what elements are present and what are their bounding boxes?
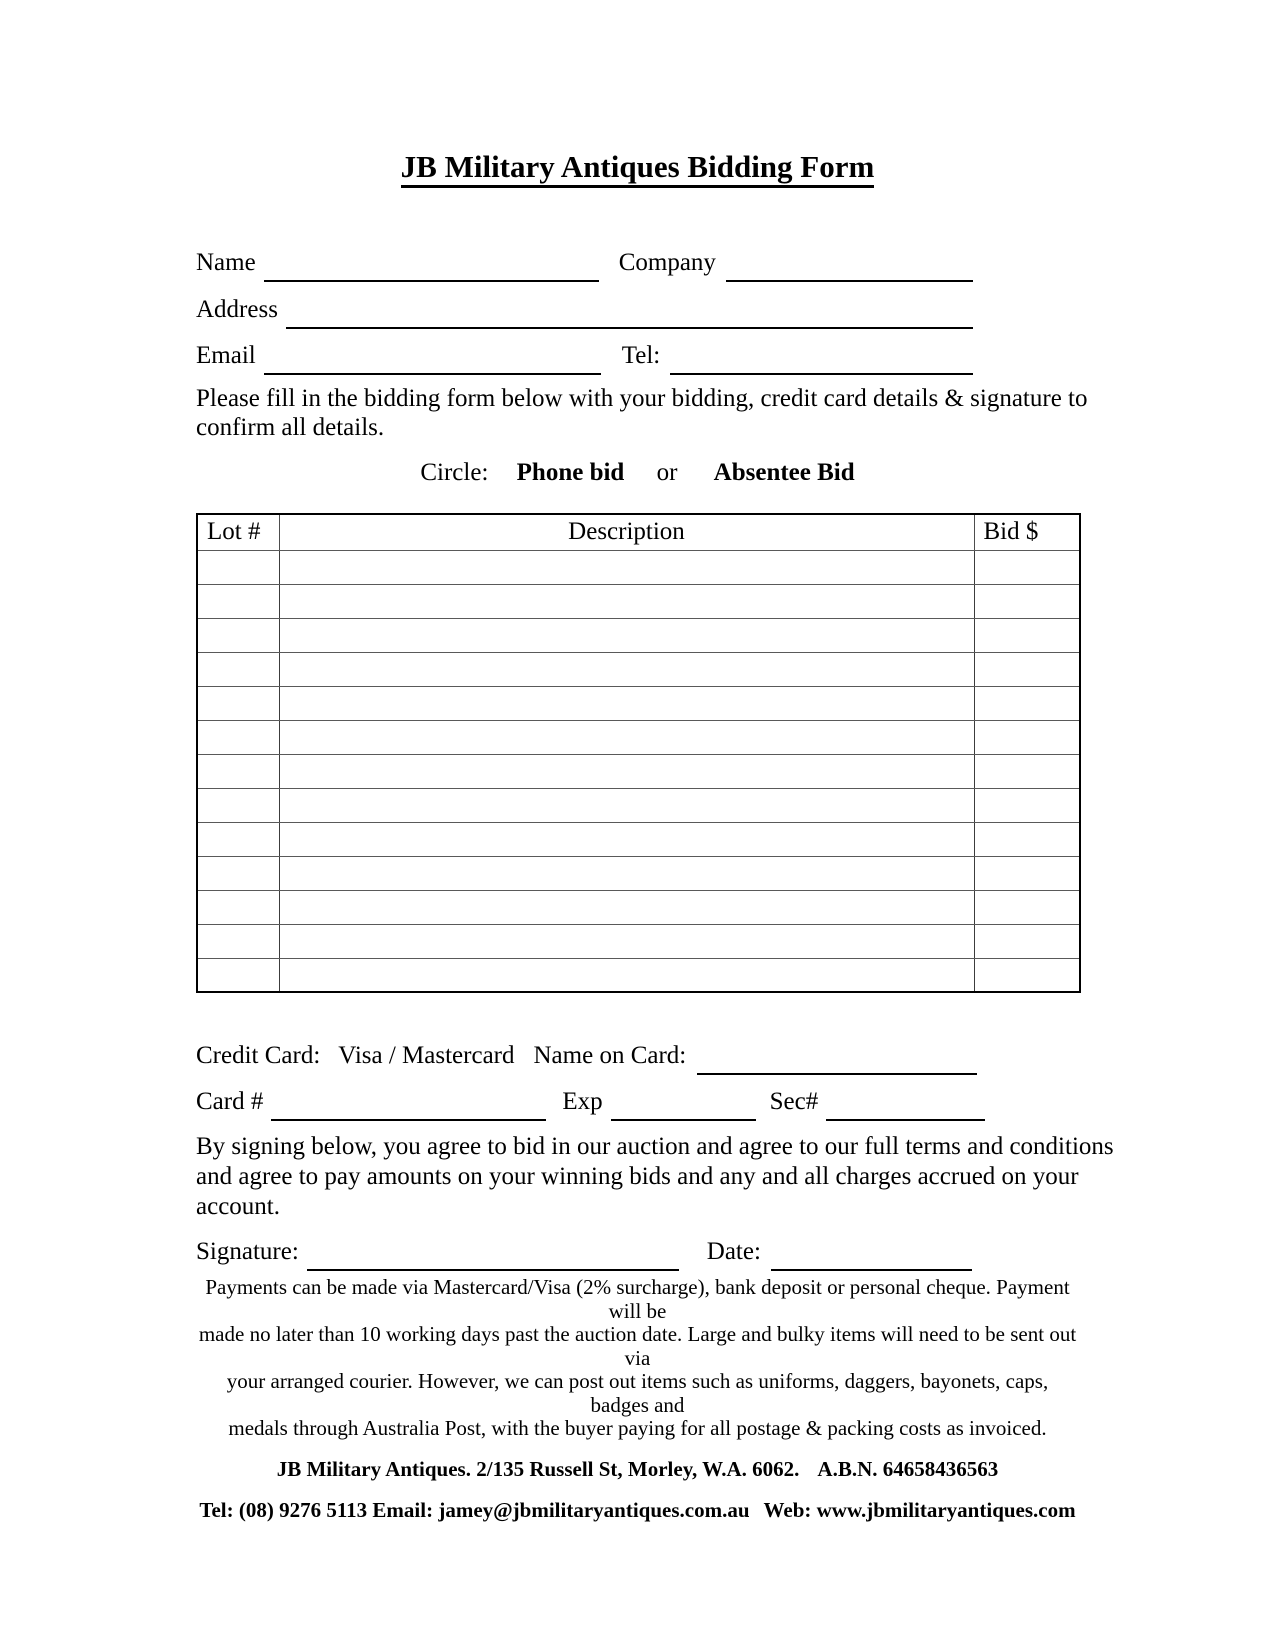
- bid-table-header: [197, 514, 1080, 550]
- bid-table-cell-lot-number[interactable]: [197, 686, 279, 720]
- bid-table-header-row: [197, 514, 1080, 550]
- credit-card-label: Credit Card:: [196, 1042, 321, 1069]
- footer-address-text: JB Military Antiques. 2/135 Russell St, Morley, W.A. 6062.: [276, 1456, 800, 1481]
- email-blank-field[interactable]: [264, 351, 601, 375]
- bid-table-cell-description[interactable]: [279, 584, 974, 618]
- bid-table-empty-row: [197, 686, 1080, 720]
- bid-table-cell-bid-amount[interactable]: [974, 856, 1080, 890]
- page-content: [0, 148, 1275, 1522]
- name-blank-field[interactable]: [264, 258, 599, 282]
- payment-terms-line-3: your arranged courier. However, we can post out items such as uniforms, daggers, bayonets, caps, badges and: [226, 1369, 1049, 1417]
- page-title: [196, 148, 1079, 186]
- description-header: Description: [279, 514, 974, 550]
- agreement-line-2: and agree to pay amounts on your winning bids and any and all charges accrued on your: [196, 1163, 1079, 1190]
- email-tel-row: [196, 341, 973, 371]
- bid-table-cell-bid-amount[interactable]: [974, 924, 1080, 958]
- bid-table-cell-lot-number[interactable]: [197, 754, 279, 788]
- bid-table-cell-bid-amount[interactable]: [974, 550, 1080, 584]
- bid-table-cell-lot-number[interactable]: [197, 958, 279, 992]
- payment-terms-paragraph: [196, 1276, 1079, 1441]
- tel-label: Tel:: [621, 342, 661, 369]
- bid-table-cell-description[interactable]: [279, 754, 974, 788]
- bid-table-cell-lot-number[interactable]: [197, 822, 279, 856]
- payment-terms-line-2: made no later than 10 working days past the auction date. Large and bulky items will need to be sent out via: [198, 1322, 1077, 1370]
- bid-table-cell-description[interactable]: [279, 856, 974, 890]
- bid-table-cell-bid-amount[interactable]: [974, 788, 1080, 822]
- bid-table-cell-description[interactable]: [279, 890, 974, 924]
- company-label: Company: [618, 249, 716, 276]
- footer-tel-email-text: Tel: (08) 9276 5113 Email: jamey@jbmilitaryantiques.com.au: [199, 1497, 750, 1522]
- date-blank-field[interactable]: [771, 1247, 972, 1271]
- bid-table-cell-lot-number[interactable]: [197, 550, 279, 584]
- footer-address-line: [196, 1458, 1079, 1481]
- expiry-blank-field[interactable]: [611, 1097, 756, 1121]
- bid-table-cell-bid-amount[interactable]: [974, 890, 1080, 924]
- circle-prompt-line: [196, 458, 1079, 488]
- bid-table-empty-row: [197, 890, 1080, 924]
- agreement-paragraph: [196, 1132, 1114, 1222]
- security-code-blank-field[interactable]: [826, 1097, 985, 1121]
- agreement-line-3: account.: [196, 1193, 280, 1220]
- bid-table-cell-description[interactable]: [279, 652, 974, 686]
- bid-table-body: [197, 550, 1080, 992]
- payment-terms-line-1: Payments can be made via Mastercard/Visa (2% surcharge), bank deposit or personal cheque. Payment will be: [205, 1275, 1070, 1323]
- bid-table-cell-description[interactable]: [279, 618, 974, 652]
- or-word: or: [656, 459, 678, 486]
- intro-paragraph: [196, 384, 1088, 442]
- bid-table-empty-row: [197, 958, 1080, 992]
- bid-table-empty-row: [197, 822, 1080, 856]
- card-number-blank-field[interactable]: [271, 1097, 546, 1121]
- bid-table-cell-bid-amount[interactable]: [974, 720, 1080, 754]
- signature-date-row: [196, 1237, 972, 1267]
- tel-blank-field[interactable]: [670, 351, 973, 375]
- bid-table-cell-bid-amount[interactable]: [974, 618, 1080, 652]
- bid-table-empty-row: [197, 720, 1080, 754]
- company-blank-field[interactable]: [726, 258, 973, 282]
- bid-table-empty-row: [197, 550, 1080, 584]
- bid-table-cell-description[interactable]: [279, 686, 974, 720]
- footer-contact-line: [196, 1499, 1079, 1522]
- bid-table-cell-description[interactable]: [279, 924, 974, 958]
- bid-table-cell-description[interactable]: [279, 788, 974, 822]
- page-title-text: JB Military Antiques Bidding Form: [401, 149, 875, 188]
- phone-bid-option[interactable]: Phone bid: [516, 459, 625, 486]
- name-on-card-blank-field[interactable]: [697, 1051, 977, 1075]
- bid-table-empty-row: [197, 924, 1080, 958]
- name-on-card-label: Name on Card:: [533, 1042, 687, 1069]
- bid-table-empty-row: [197, 856, 1080, 890]
- payment-terms-line-4: medals through Australia Post, with the buyer paying for all postage & packing costs as invoiced.: [228, 1416, 1047, 1440]
- bid-table-cell-lot-number[interactable]: [197, 856, 279, 890]
- agreement-line-1: By signing below, you agree to bid in our auction and agree to our full terms and conditions: [196, 1133, 1114, 1160]
- signature-label: Signature:: [196, 1238, 299, 1265]
- card-number-label: Card #: [196, 1088, 264, 1115]
- lot-number-header: Lot #: [197, 514, 279, 550]
- bid-table-cell-bid-amount[interactable]: [974, 958, 1080, 992]
- email-label: Email: [196, 342, 256, 369]
- bid-table-cell-description[interactable]: [279, 958, 974, 992]
- bid-table-cell-lot-number[interactable]: [197, 652, 279, 686]
- footer-abn-text: A.B.N. 64658436563: [817, 1456, 999, 1481]
- card-types-label[interactable]: Visa / Mastercard: [338, 1042, 515, 1069]
- address-row: [196, 295, 973, 325]
- bid-table-cell-bid-amount[interactable]: [974, 584, 1080, 618]
- name-label: Name: [196, 249, 256, 276]
- intro-line-2: confirm all details.: [196, 414, 385, 441]
- bid-table-empty-row: [197, 788, 1080, 822]
- expiry-label: Exp: [562, 1088, 603, 1115]
- bid-table: [196, 513, 1081, 993]
- bid-table-cell-lot-number[interactable]: [197, 618, 279, 652]
- bid-table-cell-bid-amount[interactable]: [974, 822, 1080, 856]
- bid-table-cell-lot-number[interactable]: [197, 924, 279, 958]
- bid-amount-header: Bid $: [974, 514, 1080, 550]
- intro-line-1: Please fill in the bidding form below with your bidding, credit card details & signature to: [196, 385, 1088, 412]
- name-company-row: [196, 248, 973, 278]
- bid-table-cell-bid-amount[interactable]: [974, 754, 1080, 788]
- bid-table-empty-row: [197, 584, 1080, 618]
- bid-table-cell-bid-amount[interactable]: [974, 686, 1080, 720]
- bid-table-cell-description[interactable]: [279, 550, 974, 584]
- absentee-bid-option[interactable]: Absentee Bid: [713, 459, 855, 486]
- footer-web-text: Web: www.jbmilitaryantiques.com: [763, 1497, 1076, 1522]
- bid-table-cell-lot-number[interactable]: [197, 788, 279, 822]
- date-label: Date:: [706, 1238, 761, 1265]
- bid-table-empty-row: [197, 652, 1080, 686]
- bid-table-cell-description[interactable]: [279, 720, 974, 754]
- signature-blank-field[interactable]: [307, 1247, 679, 1271]
- bid-table-cell-bid-amount[interactable]: [974, 652, 1080, 686]
- bid-table-cell-description[interactable]: [279, 822, 974, 856]
- address-blank-field[interactable]: [286, 305, 973, 329]
- bid-table-cell-lot-number[interactable]: [197, 720, 279, 754]
- card-number-row: [196, 1087, 985, 1117]
- bid-table-empty-row: [197, 618, 1080, 652]
- credit-card-row: [196, 1041, 977, 1071]
- bid-table-cell-lot-number[interactable]: [197, 584, 279, 618]
- circle-label: Circle:: [420, 459, 489, 486]
- security-code-label: Sec#: [769, 1088, 819, 1115]
- address-label: Address: [196, 296, 278, 323]
- bid-table-cell-lot-number[interactable]: [197, 890, 279, 924]
- bid-table-empty-row: [197, 754, 1080, 788]
